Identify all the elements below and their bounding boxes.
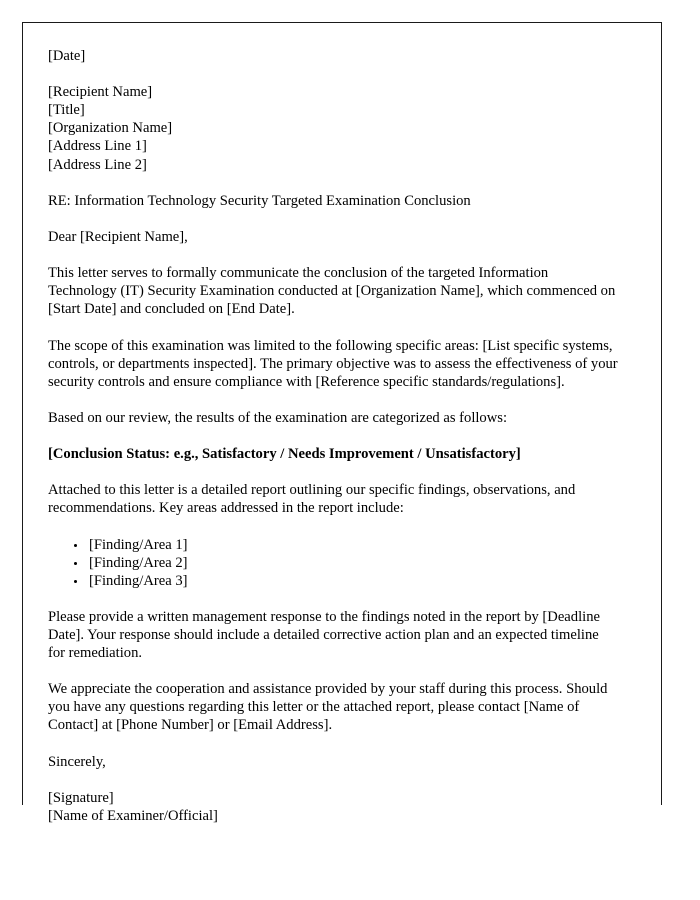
recipient-title-line: [Title]	[48, 102, 85, 119]
address-line-2: [Address Line 2]	[48, 156, 147, 173]
spacer	[48, 246, 618, 264]
signature-placeholder: [Signature]	[48, 789, 114, 806]
date-line: [Date]	[48, 48, 86, 64]
list-item: [Finding/Area 1]	[48, 536, 618, 554]
spacer	[48, 590, 618, 608]
recipient-address-block	[48, 83, 618, 173]
list-item: [Finding/Area 3]	[48, 572, 618, 590]
subject-line: RE: Information Technology Security Targeted Examination Conclusion	[48, 192, 471, 209]
valediction: Sincerely,	[48, 753, 106, 770]
organization-name-line: [Organization Name]	[48, 120, 173, 137]
conclusion-status: [Conclusion Status: e.g., Satisfactory / Needs Improvement / Unsatisfactory]	[48, 446, 521, 463]
paragraph-results-lead-in: Based on our review, the results of the examination are categorized as follows:	[48, 409, 508, 426]
findings-list	[48, 536, 618, 590]
spacer	[48, 517, 618, 535]
signature-block	[48, 789, 618, 825]
spacer	[48, 65, 618, 83]
date-block	[48, 47, 618, 65]
spacer	[48, 174, 618, 192]
spacer	[48, 735, 618, 753]
list-item: [Finding/Area 2]	[48, 554, 618, 572]
paragraph-attachment: Attached to this letter is a detailed report outlining our specific findings, observations, and recommendations. Key areas addressed in the report include:	[48, 482, 576, 517]
spacer	[48, 210, 618, 228]
paragraph-response-request: Please provide a written management response to the findings noted in the report by [Deadline Date]. Your response should include a detailed corrective action plan and an expected timeline for remediation.	[48, 608, 600, 662]
recipient-name-line: [Recipient Name]	[48, 84, 153, 101]
spacer	[48, 662, 618, 680]
spacer	[48, 318, 618, 336]
paragraph-appreciation: We appreciate the cooperation and assistance provided by your staff during this process. Should you have any questions regarding this letter or the attached report, please contact [Name of Contact] at [Phone Number] or [Email Address].	[48, 681, 608, 734]
signer-name: [Name of Examiner/Official]	[48, 807, 218, 824]
spacer	[48, 771, 618, 789]
spacer	[48, 427, 618, 445]
paragraph-intro: This letter serves to formally communicate the conclusion of the targeted Information Technology (IT) Security Examination conducted at [Organization Name], which commenced on [Start Date] and concluded on [End Date].	[48, 265, 616, 318]
letter-page	[22, 22, 662, 824]
address-line-1: [Address Line 1]	[48, 138, 147, 155]
salutation: Dear [Recipient Name],	[48, 228, 188, 245]
spacer	[48, 391, 618, 409]
letter-body	[48, 47, 618, 825]
paragraph-scope: The scope of this examination was limited to the following specific areas: [List specific systems, controls, or departments inspected]. The primary objective was to assess the effectiveness of your security controls and ensure compliance with [Reference specific standards/regulations].	[48, 337, 618, 390]
spacer	[48, 463, 618, 481]
